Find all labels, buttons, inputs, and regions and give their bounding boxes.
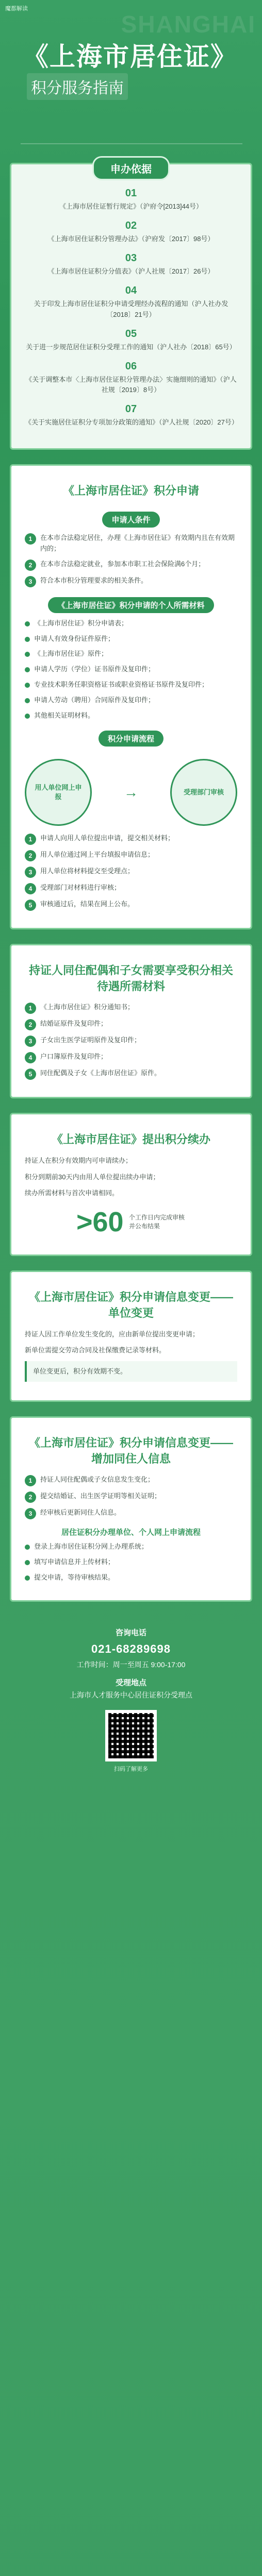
list-text: 提交申请，等待审核结果。: [34, 1573, 115, 1582]
list-text: 登录上海市居住证积分网上办理系统；: [34, 1543, 149, 1551]
number-icon: 2: [25, 560, 36, 571]
list-text: 审核通过后，结果在网上公布。: [40, 900, 135, 908]
list-item: [25, 883, 237, 894]
basis-text: 关于进一步规范居住证积分受理工作的通知（沪人社办〔2018〕65号）: [26, 343, 236, 351]
bullet-icon: [25, 1560, 30, 1565]
number-icon: 4: [25, 1052, 36, 1063]
list-item: [25, 850, 237, 861]
basis-number: 06: [125, 360, 137, 372]
basis-number: 07: [125, 403, 137, 415]
number-icon: 3: [25, 576, 36, 587]
list-item: [25, 680, 237, 690]
number-icon: 2: [25, 1019, 36, 1030]
list-text: 专业技术职务任职资格证书或职业资格证书原件及复印件；: [34, 681, 209, 689]
list-item: [25, 575, 237, 587]
qr-code[interactable]: [105, 1710, 157, 1761]
hotline-label: 咨询电话: [115, 1628, 146, 1637]
list-item: [25, 1507, 237, 1519]
list-text: 提交结婚证、出生医学证明等相关证明；: [40, 1492, 161, 1500]
list-text: 户口簿原件及复印件；: [40, 1053, 108, 1061]
apply-panel: [10, 464, 252, 929]
bullet-icon: [25, 637, 30, 642]
list-text: 《上海市居住证》积分申请表；: [34, 619, 128, 627]
list-item: [25, 1491, 237, 1503]
list-text: 同住配偶及子女《上海市居住证》原件。: [40, 1069, 161, 1077]
number-icon: 2: [25, 850, 36, 861]
basis-number: 01: [125, 188, 137, 199]
page-subtitle: 积分服务指南: [27, 73, 128, 100]
paragraph: 新单位需提交劳动合同及社保缴费记录等材料。: [25, 1346, 166, 1354]
number-icon: 5: [25, 900, 36, 911]
basis-item: [25, 328, 237, 352]
list-item: [25, 618, 237, 629]
list-item: [25, 533, 237, 554]
children-title: 持证人同住配偶和子女需要享受积分相关待遇所需材料: [28, 964, 233, 993]
bullet-icon: [25, 1545, 30, 1550]
number-icon: 3: [25, 867, 36, 878]
paragraph: 持证人在积分有效期内可申请续办；: [25, 1157, 133, 1165]
work-hours: 工作时间：周一至周五 9:00-17:00: [76, 1660, 186, 1669]
bullet-icon: [25, 652, 30, 657]
bullet-icon: [25, 714, 30, 719]
list-item: [25, 1019, 237, 1030]
basis-item: [25, 285, 237, 319]
basis-list: [25, 188, 237, 428]
list-text: 持证人同住配偶或子女信息发生变化；: [40, 1476, 155, 1484]
basis-number: 02: [125, 220, 137, 232]
list-item: [25, 1035, 237, 1047]
list-item: [25, 649, 237, 659]
header-tag: 魔都解读: [5, 6, 28, 12]
basis-item: [25, 252, 237, 277]
address-label: 受理地点: [115, 1678, 146, 1687]
materials-pill: 《上海市居住证》积分申请的个人所需材料: [48, 597, 214, 613]
big-number-callout: [25, 1206, 237, 1238]
list-text: 申请人向用人单位提出申请，提交相关材料；: [40, 834, 175, 842]
list-item: [25, 1002, 237, 1014]
list-text: 《上海市居住证》积分通知书；: [40, 1003, 135, 1011]
paragraph: 续办所需材料与首次申请相同。: [25, 1189, 119, 1197]
list-text: 结婚证原件及复印件；: [40, 1020, 108, 1028]
basis-text: 《关于调整本市〈上海市居住证积分管理办法〉实施细则的通知》（沪人社规〔2019〕8号）: [25, 375, 237, 394]
list-text: 用人单位通过网上平台填报申请信息；: [40, 851, 155, 859]
basis-text: 《上海市居住证暂行规定》（沪府令[2013]44号）: [59, 202, 203, 210]
bullet-icon: [25, 1575, 30, 1581]
conditions-pill: 申请人条件: [102, 512, 159, 528]
renew-panel: [10, 1113, 252, 1256]
list-item: [25, 634, 237, 645]
basis-text: 《上海市居住证积分分值表》（沪人社规〔2017〕26号）: [47, 267, 215, 276]
list-text: 在本市合法稳定就业，参加本市职工社会保险满6个月；: [40, 560, 205, 568]
flow-diagram: [25, 759, 237, 826]
big-number: >60: [76, 1206, 124, 1238]
note-box: 单位变更后，积分有效期不变。: [25, 1361, 237, 1382]
qr-code-pattern: [108, 1713, 154, 1758]
number-icon: 1: [25, 533, 36, 545]
big-number-caption: 个工作日内完成审核并公布结果: [129, 1213, 185, 1230]
number-icon: 5: [25, 1069, 36, 1080]
list-item: [25, 1052, 237, 1063]
flow-node: 用人单位网上申报: [25, 759, 92, 826]
change-family-panel: [10, 1416, 252, 1601]
change-unit-title: 《上海市居住证》积分申请信息变更——单位变更: [28, 1290, 233, 1319]
list-text: 《上海市居住证》原件；: [34, 650, 108, 658]
number-icon: 1: [25, 834, 36, 845]
hero-header: [0, 0, 262, 155]
number-icon: 4: [25, 883, 36, 894]
page-title: 《上海市居住证》: [23, 42, 237, 71]
list-item: [25, 899, 237, 911]
number-icon: 1: [25, 1003, 36, 1014]
list-item: [25, 1541, 237, 1552]
list-text: 申请人学历（学位）证书原件及复印件；: [34, 665, 155, 673]
basis-item: [25, 403, 237, 428]
paragraph: 持证人因工作单位发生变化的，应由新单位提出变更申请；: [25, 1330, 200, 1338]
list-item: [25, 1572, 237, 1583]
list-text: 申请人有效身份证件原件；: [34, 634, 115, 642]
list-text: 填写申请信息并上传材料；: [34, 1558, 115, 1566]
basis-item: [25, 188, 237, 212]
apply-title: 《上海市居住证》积分申请: [62, 484, 199, 498]
list-item: [25, 710, 237, 721]
change-unit-panel: [10, 1270, 252, 1402]
basis-badge: 申办依据: [92, 156, 170, 180]
list-item: [25, 695, 237, 706]
list-text: 经审核后更新同住人信息。: [40, 1509, 121, 1517]
basis-item: [25, 361, 237, 395]
address-text: 上海市人才服务中心居住证积分受理点: [70, 1691, 192, 1699]
basis-text: 《关于实施居住证积分专项加分政策的通知》（沪人社规〔2020〕27号）: [25, 418, 238, 427]
list-item: [25, 866, 237, 878]
list-item: [25, 559, 237, 571]
paragraph: 积分到期前30天内由用人单位提出续办申请；: [25, 1173, 160, 1181]
renew-title: 《上海市居住证》提出积分续办: [51, 1133, 210, 1146]
hotline-number[interactable]: 021-68289698: [91, 1642, 171, 1656]
children-panel: [10, 944, 252, 1098]
bullet-icon: [25, 698, 30, 703]
header-decoration: [21, 103, 242, 144]
list-text: 其他相关证明材料。: [34, 711, 95, 719]
qr-caption: 扫码了解更多: [114, 1766, 148, 1772]
list-text: 用人单位将材料提交至受理点；: [40, 867, 135, 875]
number-icon: 3: [25, 1508, 36, 1519]
basis-number: 05: [125, 328, 137, 340]
list-item: [25, 664, 237, 675]
number-icon: 2: [25, 1492, 36, 1503]
change-family-title: 《上海市居住证》积分申请信息变更——增加同住人信息: [28, 1436, 233, 1466]
list-item: [25, 1557, 237, 1568]
basis-item: [25, 220, 237, 244]
list-text: 符合本市积分管理要求的相关条件。: [40, 576, 148, 584]
bullet-icon: [25, 683, 30, 688]
basis-number: 04: [125, 285, 137, 297]
list-text: 受理部门对材料进行审核；: [40, 884, 121, 892]
basis-text: 《上海市居住证积分管理办法》（沪府发〔2017〕98号）: [47, 235, 215, 243]
contact-section: [0, 1616, 262, 1785]
list-text: 在本市合法稳定居住，办理《上海市居住证》有效期内且在有效期内的；: [40, 534, 235, 553]
bullet-icon: [25, 621, 30, 626]
list-item: [25, 1475, 237, 1486]
number-icon: 3: [25, 1036, 36, 1047]
number-icon: 1: [25, 1475, 36, 1486]
list-text: 申请人劳动（聘用）合同原件及复印件；: [34, 696, 155, 704]
online-flow-heading: 居住证积分办理单位、个人网上申请流程: [61, 1528, 201, 1537]
basis-number: 03: [125, 252, 137, 264]
arrow-right-icon: →: [124, 784, 138, 801]
list-text: 子女出生医学证明原件及复印件；: [40, 1036, 141, 1044]
list-item: [25, 833, 237, 845]
flow-pill: 积分申请流程: [99, 731, 163, 747]
basis-text: 关于印发上海市居住证积分申请受理经办流程的通知（沪人社办发〔2018〕21号）: [34, 300, 228, 318]
flow-node: 受理部门审核: [170, 759, 237, 826]
basis-panel: [10, 163, 252, 450]
list-item: [25, 1068, 237, 1080]
bullet-icon: [25, 667, 30, 672]
header-ghost-text: SHANGHAI: [121, 11, 256, 38]
